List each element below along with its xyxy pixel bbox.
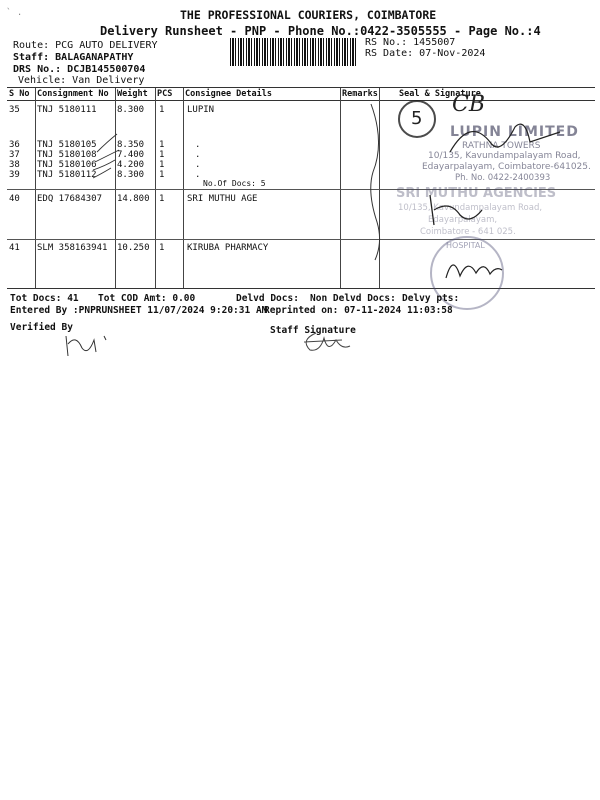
staff-signature-label: Staff Signature [270,325,356,336]
runsheet-subtitle: Delivery Runsheet - PNP - Phone No.:0422-3505555 - Page No.:4 [100,24,541,38]
signature-kiruba [438,248,508,288]
reprinted-on: Reprinted on: 07-11-2024 11:03:58 [264,305,453,316]
lupin-stamp-name: LUPIN LIMITED [450,124,579,140]
drs-number: DRS No.: DCJB145500704 [13,64,146,75]
signature-verified [60,330,120,360]
scan-marks: ` . [6,8,23,18]
col-seal-signature: Seal & Signature [399,89,481,99]
signature-staff [296,328,366,356]
company-title: THE PROFESSIONAL COURIERS, COIMBATORE [180,8,437,22]
muthu-stamp-addr3: Coimbatore - 641 025. [420,227,516,237]
vehicle-line: Vehicle: Van Delivery [18,75,145,86]
total-docs: Tot Docs: 41 [10,293,79,304]
col-consignee: Consignee Details [185,89,272,99]
muthu-stamp-name: SRI MUTHU AGENCIES [396,186,557,201]
circled-number-mark: 5 [398,100,436,138]
staff-line: Staff: BALAGANAPATHY [13,52,134,63]
rs-date: RS Date: 07-Nov-2024 [365,48,486,59]
runsheet-table: S No Consignment No Weight PCS Consignee Details Remarks Seal & Signature 35 TNJ 5180111 8.300 1 LUPIN 36 TNJ 5180105 8.350 1 . 37 TNJ 5180108 7.400 1 . 38 TNJ 5180106 4.200 1 . 39 TNJ 5180112 8.300 1 . No.Of Docs: 5 40 EDQ 17684307 14.800 1 SRI MUTHU AGE 41 SLM 358163941 10.250 1 KIRUBA PHARMACY [7,87,595,289]
muthu-stamp-addr2: Edayarpalayam, [428,215,498,225]
hospital-seal: HOSPITAL [430,236,504,310]
muthu-stamp-addr1: 10/135, Kavundampalayam Road, [398,203,543,213]
verified-by-label: Verified By [10,322,73,333]
lupin-stamp-phone: Ph. No. 0422-2400393 [455,173,551,183]
col-pcs: PCS [157,89,173,99]
lupin-stamp-addr2: Edayarpalayam, Coimbatore-641025. [422,162,591,172]
route-line: Route: PCG AUTO DELIVERY [13,40,158,51]
check-marks [67,112,127,192]
barcode [230,38,358,66]
non-delivered-docs: Non Delvd Docs: [310,293,396,304]
initials-mark: CB [452,92,485,117]
delivered-docs: Delvd Docs: [236,293,299,304]
delivery-points: Delvy pts: [402,293,460,304]
remarks-brace-mark [365,102,395,262]
entered-by: Entered By :PNPRUNSHEET 11/07/2024 9:20:31 AM [10,305,268,316]
col-weight: Weight [117,89,148,99]
signature-lupin [440,112,580,172]
signature-muthu [420,190,500,230]
col-remarks: Remarks [342,89,378,99]
col-sno: S No [9,89,30,99]
total-cod-amount: Tot COD Amt: 0.00 [98,293,196,304]
col-consignment: Consignment No [37,89,109,99]
rs-number: RS No.: 1455007 [365,37,456,48]
lupin-stamp-addr1: 10/135, Kavundampalayam Road, [428,151,581,161]
no-of-docs: No.Of Docs: 5 [203,179,266,188]
lupin-stamp-sub: RATHNA TOWERS [462,141,541,151]
